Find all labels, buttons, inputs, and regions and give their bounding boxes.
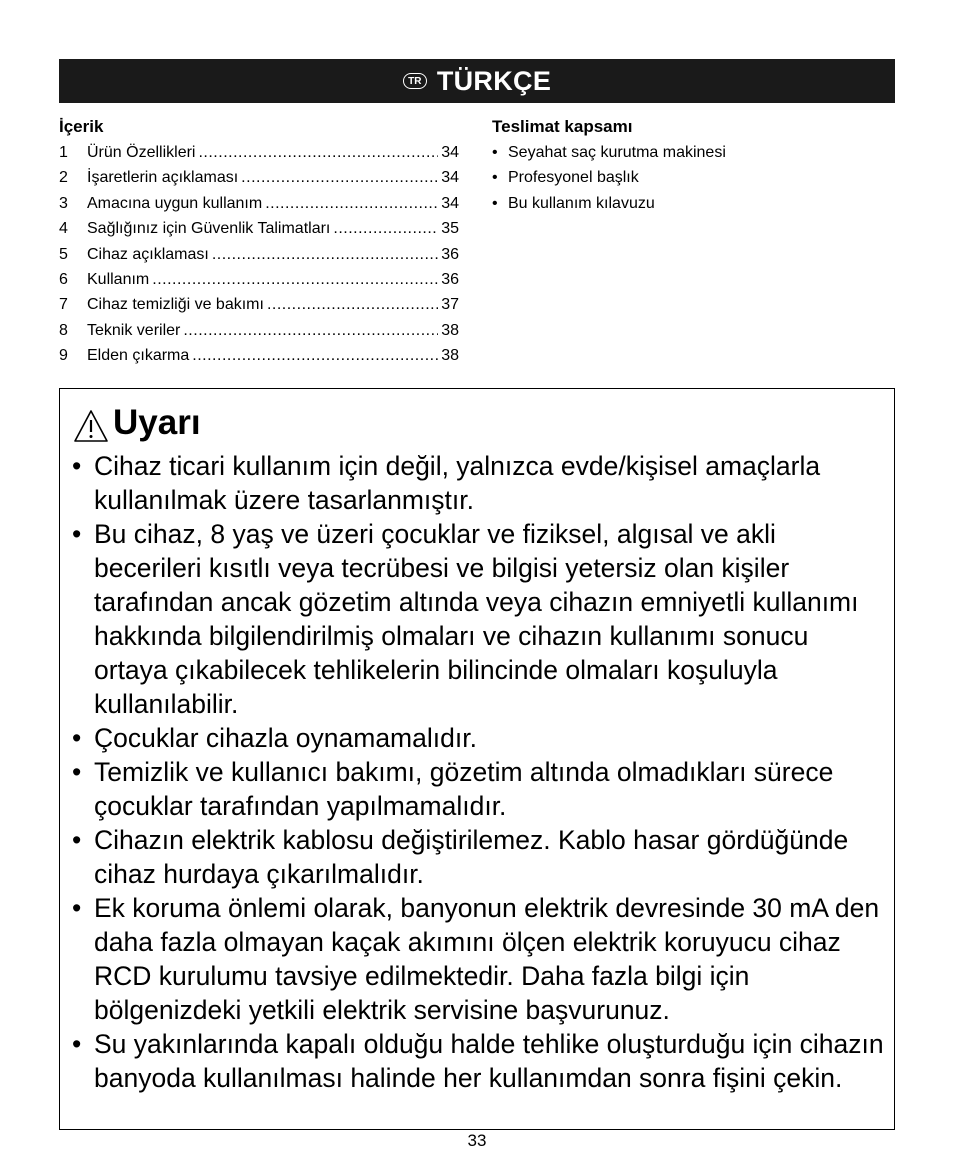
delivery-item-text: Bu kullanım kılavuzu [508,194,655,212]
toc-title: İşaretlerin açıklaması [87,169,239,187]
toc-leader-dots [152,267,438,292]
delivery-scope [492,116,852,216]
toc-number: 1 [59,144,68,161]
toc-title: Ürün Özellikleri [87,144,196,161]
language-title: TÜRKÇE [436,65,552,96]
toc-row[interactable] [59,216,459,241]
bullet: • [72,757,82,787]
toc-number: 7 [59,296,68,314]
warning-item-text: Ek koruma önlemi olarak, banyonun elektrik devresinde 30 mA den daha fazla olmayan kaçak akımını ölçen elektrik koruyucu cihaz RCD kurulumu tavsiye edilmektedir. Daha fazla bilgi için bölgenizdeki yetkili elektrik servisine başvurunuz. [94,893,880,1025]
bullet: • [72,893,82,923]
toc-title: Elden çıkarma [87,347,190,365]
toc-title: Cihaz açıklaması [87,245,209,263]
toc-page: 34 [441,194,459,212]
toc-leader-dots [212,242,438,267]
toc-title: Cihaz temizliği ve bakımı [87,296,264,314]
toc-row[interactable] [59,267,459,292]
table-of-contents [59,116,459,369]
toc-page: 35 [441,220,459,238]
delivery-heading: Teslimat kapsamı [492,117,633,136]
bullet: • [492,169,498,187]
delivery-item [492,191,852,216]
bullet: • [72,723,82,753]
warning-list [72,449,887,1095]
warning-item [72,823,887,891]
language-badge: TR [403,73,427,89]
toc-heading: İçerik [59,117,104,136]
toc-row[interactable] [59,343,459,368]
toc-row[interactable] [59,242,459,267]
toc-title: Amacına uygun kullanım [87,194,263,212]
toc-row[interactable] [59,165,459,190]
warning-item [72,755,887,823]
toc-page: 37 [441,296,459,314]
toc-number: 9 [59,347,68,365]
bullet: • [72,519,82,549]
warning-item [72,891,887,1027]
warning-item [72,1027,887,1095]
warning-box [59,388,895,1130]
warning-item-text: Temizlik ve kullanıcı bakımı, gözetim altında olmadıkları sürece çocuklar tarafından yapılmamalıdır. [94,757,834,821]
toc-leader-dots [183,318,438,343]
toc-number: 8 [59,321,68,339]
bullet: • [492,194,498,212]
warning-item-text: Bu cihaz, 8 yaş ve üzeri çocuklar ve fiziksel, algısal ve akli becerileri kısıtlı veya tecrübesi ve bilgisi yetersiz olan kişiler tarafından ancak gözetim altında veya cihazın emniyetli kullanımı hakkında bilgilendirilmiş olmaları ve cihazın kullanımı sonucu ortaya çıkabilecek tehlikelerin bilincinde olmaları koşuluyla kullanılabilir. [94,519,859,719]
toc-leader-dots [267,292,438,317]
warning-triangle-icon [73,409,109,443]
toc-leader-dots [192,343,438,368]
toc-page: 34 [441,144,459,161]
page-number: 33 [467,1131,487,1150]
toc-title: Kullanım [87,270,150,288]
warning-item [72,721,887,755]
warning-item [72,449,887,517]
toc-page: 38 [441,321,459,339]
bullet: • [492,144,498,161]
toc-row[interactable] [59,140,459,165]
toc-page: 36 [441,245,459,263]
delivery-item [492,165,852,190]
warning-heading [73,403,201,443]
warning-item-text: Çocuklar cihazla oynamamalıdır. [94,723,477,753]
warning-item-text: Cihaz ticari kullanım için değil, yalnızca evde/kişisel amaçlarla kullanılmak üzere tasarlanmıştır. [94,451,821,515]
toc-leader-dots [265,191,438,216]
warning-item-text: Cihazın elektrik kablosu değiştirilemez. Kablo hasar gördüğünde cihaz hurdaya çıkarılmalıdır. [94,825,849,889]
language-header [59,59,895,103]
bullet: • [72,825,82,855]
toc-number: 5 [59,245,68,263]
toc-number: 3 [59,194,68,212]
toc-leader-dots [198,140,438,165]
toc-number: 6 [59,270,68,288]
delivery-item-text: Profesyonel başlık [508,169,639,187]
toc-page: 38 [441,347,459,365]
warning-item-text: Su yakınlarında kapalı olduğu halde tehlike oluşturduğu için cihazın banyoda kullanılması halinde her kullanımdan sonra fişini çekin. [94,1029,884,1093]
toc-page: 36 [441,270,459,288]
toc-number: 2 [59,169,68,187]
toc-leader-dots [241,165,438,190]
delivery-item-text: Seyahat saç kurutma makinesi [508,144,726,161]
toc-leader-dots [333,216,438,241]
bullet: • [72,1029,82,1059]
toc-row[interactable] [59,292,459,317]
toc-title: Teknik veriler [87,321,181,339]
warning-item [72,517,887,721]
toc-row[interactable] [59,191,459,216]
toc-page: 34 [441,169,459,187]
toc-title: Sağlığınız için Güvenlik Talimatları [87,220,331,238]
toc-row[interactable] [59,318,459,343]
delivery-item [492,140,852,165]
toc-number: 4 [59,220,68,238]
bullet: • [72,451,82,481]
warning-title: Uyarı [113,403,201,442]
